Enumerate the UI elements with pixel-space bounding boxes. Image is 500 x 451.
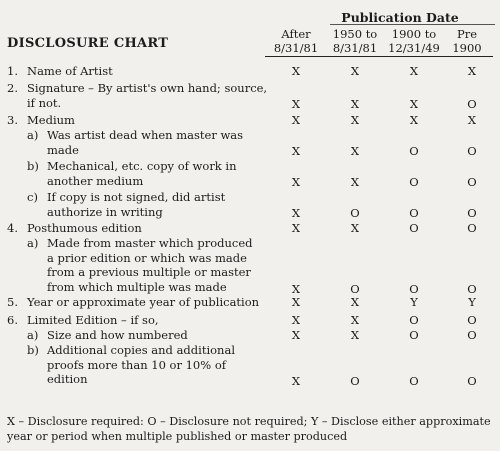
disclosure-mark: Y xyxy=(468,295,476,309)
column-header-line1: After xyxy=(281,27,311,41)
row-text: If copy is not signed, did artist xyxy=(47,190,226,204)
row-text: Medium xyxy=(27,113,75,127)
row-label xyxy=(7,81,267,110)
row-text: Made from master which produced xyxy=(47,236,253,250)
disclosure-mark: X xyxy=(350,144,360,158)
row-text-continued: edition xyxy=(47,372,88,386)
disclosure-mark: O xyxy=(409,328,419,342)
disclosure-mark: X xyxy=(350,97,360,111)
disclosure-mark: O xyxy=(467,175,477,189)
disclosure-mark: O xyxy=(409,206,419,220)
disclosure-mark: O xyxy=(467,328,477,342)
disclosure-mark: X xyxy=(350,175,360,189)
disclosure-mark: X xyxy=(409,113,419,127)
column-header-line1: 1950 to xyxy=(332,27,378,41)
disclosure-mark: X xyxy=(291,206,301,220)
row-text: Name of Artist xyxy=(27,64,113,78)
column-header-line2: 12/31/49 xyxy=(383,41,445,57)
row-text: Limited Edition – if so, xyxy=(27,313,159,327)
column-header-line1: Pre xyxy=(456,27,478,41)
disclosure-mark: X xyxy=(467,113,477,127)
row-text-continued: another medium xyxy=(47,173,144,188)
disclosure-mark: O xyxy=(409,374,419,388)
row-label xyxy=(27,190,225,219)
row-text: Was artist dead when master was xyxy=(47,128,244,142)
disclosure-mark: X xyxy=(291,328,301,342)
row-text-continued: made xyxy=(47,142,79,157)
disclosure-mark: X xyxy=(350,221,360,235)
row-number: c) xyxy=(27,190,38,204)
row-text: Posthumous edition xyxy=(27,221,142,235)
disclosure-mark: X xyxy=(291,374,301,388)
disclosure-mark: X xyxy=(350,328,360,342)
row-number: 5. xyxy=(7,295,18,309)
disclosure-mark: X xyxy=(350,64,360,78)
disclosure-mark: X xyxy=(409,64,419,78)
publication-date-rule xyxy=(330,24,495,25)
row-label xyxy=(7,295,259,310)
row-number: a) xyxy=(27,328,39,342)
row-text: Additional copies and additional xyxy=(47,343,235,357)
disclosure-mark: O xyxy=(409,221,419,235)
column-header-line2: 8/31/81 xyxy=(265,41,327,57)
column-header-line1: 1900 to xyxy=(391,27,437,41)
row-text-continued: authorize in writing xyxy=(47,204,163,219)
row-number: 6. xyxy=(7,313,18,327)
disclosure-mark: X xyxy=(291,295,301,309)
disclosure-mark: X xyxy=(291,144,301,158)
disclosure-mark: O xyxy=(350,206,360,220)
row-label xyxy=(7,64,113,79)
legend-line-1: X – Disclosure required: O – Disclosure not required; Y – Disclose either approximate xyxy=(7,415,491,428)
disclosure-mark: X xyxy=(291,113,301,127)
row-number: a) xyxy=(27,128,39,142)
row-label xyxy=(27,159,237,188)
legend xyxy=(7,414,497,444)
disclosure-mark: Y xyxy=(410,295,418,309)
disclosure-mark: O xyxy=(409,313,419,327)
disclosure-mark: X xyxy=(467,64,477,78)
disclosure-mark: O xyxy=(467,144,477,158)
row-text-continued: if not. xyxy=(27,95,62,110)
disclosure-mark: O xyxy=(467,313,477,327)
column-header-pre-1900 xyxy=(437,27,497,57)
row-number: 4. xyxy=(7,221,18,235)
publication-date-heading: Publication Date xyxy=(341,10,459,25)
row-text: Mechanical, etc. copy of work in xyxy=(47,159,237,173)
disclosure-mark: O xyxy=(350,282,360,296)
disclosure-mark: O xyxy=(409,144,419,158)
disclosure-mark: X xyxy=(350,113,360,127)
row-number: 2. xyxy=(7,81,18,95)
disclosure-mark: X xyxy=(291,221,301,235)
row-label xyxy=(27,328,188,343)
row-text: Signature – By artist's own hand; source, xyxy=(27,81,268,95)
row-number: a) xyxy=(27,236,39,250)
chart-title: DISCLOSURE CHART xyxy=(7,36,169,51)
legend-line-2: year or period when multiple published or master produced xyxy=(7,430,348,443)
disclosure-mark: O xyxy=(350,374,360,388)
disclosure-mark: X xyxy=(291,64,301,78)
column-header-line2: 1900 xyxy=(441,41,493,57)
column-header-line2: 8/31/81 xyxy=(324,41,386,57)
disclosure-mark: X xyxy=(409,97,419,111)
row-label xyxy=(27,343,235,387)
disclosure-mark: X xyxy=(291,313,301,327)
disclosure-mark: O xyxy=(467,282,477,296)
row-number: 1. xyxy=(7,64,18,78)
disclosure-mark: O xyxy=(467,97,477,111)
row-text-continued: proofs more than 10 or 10% of xyxy=(47,357,227,372)
disclosure-mark: X xyxy=(291,282,301,296)
row-number: b) xyxy=(27,343,39,357)
row-label xyxy=(7,221,142,236)
disclosure-mark: O xyxy=(409,282,419,296)
row-label xyxy=(27,128,243,157)
row-label xyxy=(7,113,75,128)
row-label xyxy=(27,236,253,294)
disclosure-mark: O xyxy=(467,374,477,388)
disclosure-mark: O xyxy=(467,206,477,220)
disclosure-mark: X xyxy=(350,295,360,309)
row-number: 3. xyxy=(7,113,18,127)
disclosure-mark: X xyxy=(291,97,301,111)
disclosure-mark: X xyxy=(350,313,360,327)
row-text-continued: a prior edition or which was made xyxy=(47,250,247,265)
disclosure-mark: X xyxy=(291,175,301,189)
disclosure-mark: O xyxy=(409,175,419,189)
disclosure-mark: O xyxy=(467,221,477,235)
row-text: Year or approximate year of publication xyxy=(27,295,260,309)
row-label xyxy=(7,313,159,328)
row-number: b) xyxy=(27,159,39,173)
row-text-continued: from a previous multiple or master xyxy=(47,265,251,279)
row-text-continued: from which multiple was made xyxy=(47,279,227,294)
row-text: Size and how numbered xyxy=(47,328,188,342)
